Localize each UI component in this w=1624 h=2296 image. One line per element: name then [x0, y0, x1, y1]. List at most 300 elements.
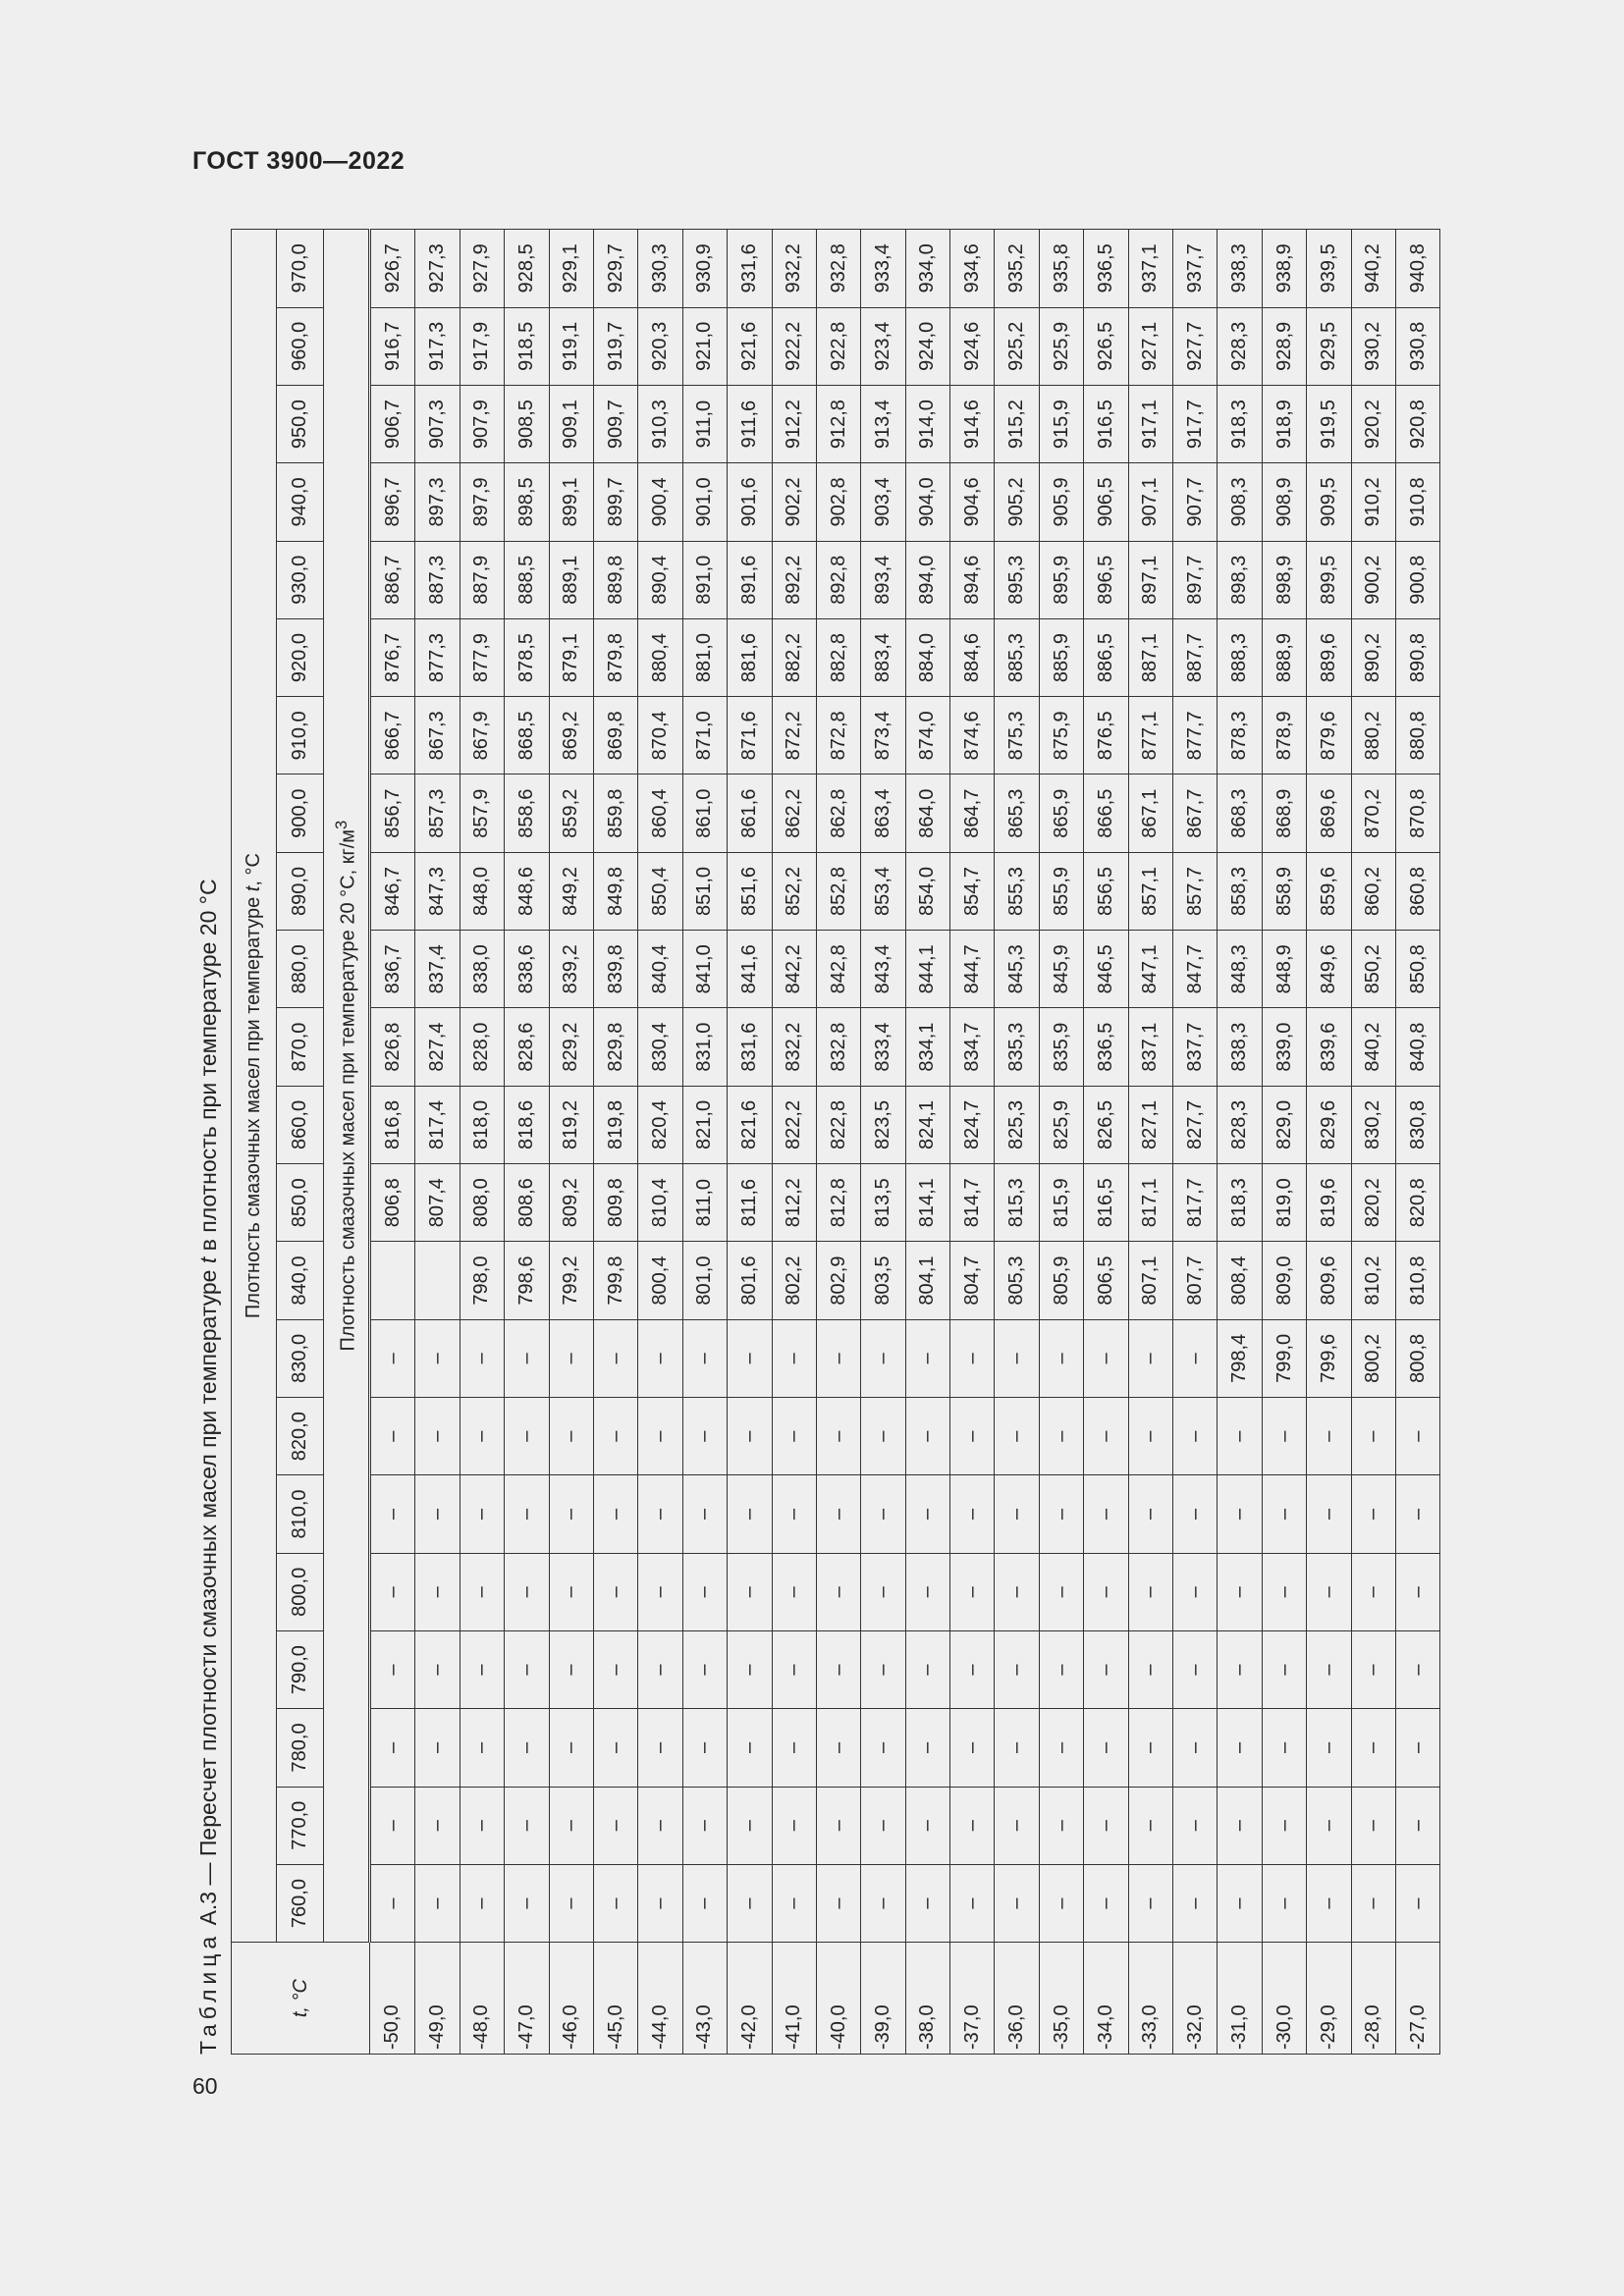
- temperature-cell: -38,0: [905, 1943, 949, 2055]
- rotated-table-block: [189, 229, 1470, 2055]
- density-cell: 881,6: [728, 618, 772, 696]
- density-cell: 899,1: [549, 463, 593, 541]
- density-cell: 838,6: [505, 931, 549, 1008]
- density-cell: –: [370, 1787, 415, 1864]
- density-cell: 815,9: [1039, 1164, 1083, 1242]
- density-cell: 814,1: [905, 1164, 949, 1242]
- density-cell: –: [905, 1630, 949, 1708]
- density-cell: 869,8: [593, 697, 637, 774]
- density-cell: –: [1039, 1319, 1083, 1397]
- density-cell: –: [905, 1709, 949, 1787]
- density-cell: 875,3: [995, 697, 1039, 774]
- density-cell: 814,7: [950, 1164, 995, 1242]
- density-cell: –: [1173, 1398, 1218, 1475]
- density-cell: –: [816, 1319, 860, 1397]
- column-header: 950,0: [277, 385, 324, 462]
- density-cell: –: [1262, 1553, 1306, 1630]
- temperature-cell: -37,0: [950, 1943, 995, 2055]
- density-cell: –: [460, 1787, 504, 1864]
- group-header: [232, 230, 277, 1943]
- density-cell: 801,0: [682, 1242, 727, 1319]
- sub-header: [324, 230, 370, 1943]
- column-header: 790,0: [277, 1630, 324, 1708]
- density-cell: –: [593, 1864, 637, 1942]
- density-cell: 889,1: [549, 541, 593, 618]
- density-cell: 841,0: [682, 931, 727, 1008]
- group-header-prefix: Плотность смазочных масел при температуре: [243, 891, 264, 1319]
- temperature-cell: -40,0: [816, 1943, 860, 2055]
- temperature-cell: -47,0: [505, 1943, 549, 2055]
- density-cell: 848,6: [505, 852, 549, 930]
- density-cell: 834,7: [950, 1008, 995, 1086]
- density-cell: 916,5: [1084, 385, 1128, 462]
- density-cell: –: [1218, 1864, 1262, 1942]
- density-cell: 818,3: [1218, 1164, 1262, 1242]
- density-cell: 837,1: [1128, 1008, 1172, 1086]
- density-table: [231, 229, 1440, 2055]
- density-cell: –: [370, 1398, 415, 1475]
- density-cell: –: [905, 1553, 949, 1630]
- density-cell: –: [772, 1475, 816, 1553]
- density-cell: –: [415, 1787, 460, 1864]
- density-cell: –: [549, 1398, 593, 1475]
- density-cell: 879,6: [1307, 697, 1351, 774]
- column-header: 760,0: [277, 1864, 324, 1942]
- column-header: 920,0: [277, 618, 324, 696]
- density-cell: –: [950, 1319, 995, 1397]
- density-cell: 899,7: [593, 463, 637, 541]
- density-cell: 879,8: [593, 618, 637, 696]
- density-cell: –: [861, 1630, 905, 1708]
- density-cell: 798,4: [1218, 1319, 1262, 1397]
- density-cell: 800,4: [638, 1242, 682, 1319]
- temperature-cell: -50,0: [370, 1943, 415, 2055]
- density-cell: 860,4: [638, 774, 682, 852]
- density-cell: –: [995, 1709, 1039, 1787]
- column-header: 780,0: [277, 1709, 324, 1787]
- density-cell: 892,2: [772, 541, 816, 618]
- density-cell: 894,6: [950, 541, 995, 618]
- density-cell: –: [1307, 1398, 1351, 1475]
- density-cell: 849,8: [593, 852, 637, 930]
- density-cell: –: [1351, 1630, 1395, 1708]
- density-cell: 809,6: [1307, 1242, 1351, 1319]
- density-cell: 851,6: [728, 852, 772, 930]
- density-cell: 940,2: [1351, 230, 1395, 308]
- density-cell: –: [950, 1630, 995, 1708]
- density-cell: 806,8: [370, 1164, 415, 1242]
- density-cell: 865,9: [1039, 774, 1083, 852]
- density-cell: 868,5: [505, 697, 549, 774]
- density-cell: 809,8: [593, 1164, 637, 1242]
- density-cell: 918,5: [505, 307, 549, 385]
- density-cell: –: [861, 1475, 905, 1553]
- density-cell: 831,0: [682, 1008, 727, 1086]
- density-cell: 910,2: [1351, 463, 1395, 541]
- density-cell: –: [1173, 1553, 1218, 1630]
- density-cell: –: [1128, 1553, 1172, 1630]
- density-cell: 866,5: [1084, 774, 1128, 852]
- density-cell: –: [816, 1475, 860, 1553]
- density-cell: 810,4: [638, 1164, 682, 1242]
- density-cell: 900,4: [638, 463, 682, 541]
- density-cell: –: [772, 1553, 816, 1630]
- density-cell: 930,2: [1351, 307, 1395, 385]
- sub-header-text: Плотность смазочных масел при температуре 20 °С, кг/м: [337, 828, 359, 1352]
- density-cell: 925,2: [995, 307, 1039, 385]
- density-cell: 802,2: [772, 1242, 816, 1319]
- temperature-cell: -29,0: [1307, 1943, 1351, 2055]
- density-cell: 839,0: [1262, 1008, 1306, 1086]
- density-cell: 826,8: [370, 1008, 415, 1086]
- density-cell: 903,4: [861, 463, 905, 541]
- density-cell: 826,5: [1084, 1086, 1128, 1163]
- density-cell: –: [1084, 1553, 1128, 1630]
- density-cell: 870,4: [638, 697, 682, 774]
- density-cell: 828,6: [505, 1008, 549, 1086]
- density-cell: –: [549, 1553, 593, 1630]
- density-cell: –: [995, 1475, 1039, 1553]
- density-cell: –: [370, 1709, 415, 1787]
- temperature-cell: -36,0: [995, 1943, 1039, 2055]
- density-cell: –: [593, 1709, 637, 1787]
- density-cell: 817,4: [415, 1086, 460, 1163]
- density-cell: –: [505, 1709, 549, 1787]
- density-cell: 807,7: [1173, 1242, 1218, 1319]
- density-cell: 875,9: [1039, 697, 1083, 774]
- density-cell: 919,1: [549, 307, 593, 385]
- density-cell: –: [505, 1398, 549, 1475]
- density-cell: –: [593, 1475, 637, 1553]
- temperature-cell: -27,0: [1395, 1943, 1439, 2055]
- table-row: [816, 230, 860, 2055]
- density-cell: 900,2: [1351, 541, 1395, 618]
- density-cell: –: [861, 1319, 905, 1397]
- density-cell: 840,8: [1395, 1008, 1439, 1086]
- density-cell: [370, 1242, 415, 1319]
- temperature-cell: -32,0: [1173, 1943, 1218, 2055]
- density-cell: 915,9: [1039, 385, 1083, 462]
- density-cell: 897,1: [1128, 541, 1172, 618]
- density-cell: 911,0: [682, 385, 727, 462]
- density-cell: 802,9: [816, 1242, 860, 1319]
- density-cell: 827,1: [1128, 1086, 1172, 1163]
- density-cell: 906,5: [1084, 463, 1128, 541]
- temperature-cell: -46,0: [549, 1943, 593, 2055]
- density-cell: –: [370, 1630, 415, 1708]
- density-cell: 874,6: [950, 697, 995, 774]
- density-cell: 896,5: [1084, 541, 1128, 618]
- density-cell: 799,6: [1307, 1319, 1351, 1397]
- density-cell: 917,1: [1128, 385, 1172, 462]
- table-row: [1128, 230, 1172, 2055]
- density-cell: –: [772, 1787, 816, 1864]
- density-cell: 912,2: [772, 385, 816, 462]
- density-cell: 911,6: [728, 385, 772, 462]
- density-cell: 811,6: [728, 1164, 772, 1242]
- density-cell: 867,9: [460, 697, 504, 774]
- density-cell: –: [1351, 1864, 1395, 1942]
- density-cell: 934,0: [905, 230, 949, 308]
- density-cell: –: [995, 1787, 1039, 1864]
- density-cell: 915,2: [995, 385, 1039, 462]
- density-cell: –: [460, 1319, 504, 1397]
- table-row: [1084, 230, 1128, 2055]
- density-cell: 882,8: [816, 618, 860, 696]
- density-cell: –: [1128, 1319, 1172, 1397]
- density-cell: –: [1039, 1398, 1083, 1475]
- density-cell: 902,8: [816, 463, 860, 541]
- density-cell: 817,7: [1173, 1164, 1218, 1242]
- density-cell: –: [1307, 1630, 1351, 1708]
- density-cell: 872,8: [816, 697, 860, 774]
- density-cell: –: [950, 1864, 995, 1942]
- temperature-cell: -49,0: [415, 1943, 460, 2055]
- density-cell: –: [816, 1864, 860, 1942]
- density-cell: 920,2: [1351, 385, 1395, 462]
- column-header: 930,0: [277, 541, 324, 618]
- density-cell: –: [1084, 1398, 1128, 1475]
- density-cell: 887,9: [460, 541, 504, 618]
- density-cell: –: [950, 1398, 995, 1475]
- density-cell: –: [1218, 1630, 1262, 1708]
- density-cell: –: [1395, 1475, 1439, 1553]
- density-cell: 894,0: [905, 541, 949, 618]
- density-cell: –: [1262, 1787, 1306, 1864]
- density-cell: 864,0: [905, 774, 949, 852]
- table-row: [638, 230, 682, 2055]
- density-cell: 855,3: [995, 852, 1039, 930]
- density-cell: 927,9: [460, 230, 504, 308]
- density-cell: –: [1039, 1787, 1083, 1864]
- density-cell: –: [549, 1630, 593, 1708]
- density-cell: 890,4: [638, 541, 682, 618]
- density-cell: 799,0: [1262, 1319, 1306, 1397]
- density-cell: 895,3: [995, 541, 1039, 618]
- table-row: [1262, 230, 1306, 2055]
- density-cell: –: [505, 1319, 549, 1397]
- density-cell: 918,3: [1218, 385, 1262, 462]
- density-cell: –: [415, 1319, 460, 1397]
- density-cell: 932,8: [816, 230, 860, 308]
- density-cell: –: [1218, 1787, 1262, 1864]
- density-cell: –: [415, 1709, 460, 1787]
- density-cell: 930,3: [638, 230, 682, 308]
- density-cell: 926,7: [370, 230, 415, 308]
- density-cell: 908,3: [1218, 463, 1262, 541]
- density-cell: –: [861, 1709, 905, 1787]
- density-cell: –: [638, 1475, 682, 1553]
- density-cell: 898,5: [505, 463, 549, 541]
- column-header: 810,0: [277, 1475, 324, 1553]
- density-cell: 883,4: [861, 618, 905, 696]
- density-cell: 846,7: [370, 852, 415, 930]
- column-header: 870,0: [277, 1008, 324, 1086]
- density-cell: –: [1395, 1709, 1439, 1787]
- density-cell: 812,2: [772, 1164, 816, 1242]
- density-cell: 830,4: [638, 1008, 682, 1086]
- column-header: 840,0: [277, 1242, 324, 1319]
- density-cell: 924,0: [905, 307, 949, 385]
- density-cell: –: [1395, 1864, 1439, 1942]
- density-cell: 857,7: [1173, 852, 1218, 930]
- density-cell: –: [1351, 1787, 1395, 1864]
- density-cell: 887,7: [1173, 618, 1218, 696]
- density-cell: –: [1351, 1398, 1395, 1475]
- density-cell: 925,9: [1039, 307, 1083, 385]
- density-cell: –: [995, 1319, 1039, 1397]
- density-cell: 848,9: [1262, 931, 1306, 1008]
- density-cell: –: [505, 1553, 549, 1630]
- table-row: [1173, 230, 1218, 2055]
- density-cell: 907,7: [1173, 463, 1218, 541]
- density-cell: 844,1: [905, 931, 949, 1008]
- table-row: [505, 230, 549, 2055]
- density-cell: 860,8: [1395, 852, 1439, 930]
- column-header: 890,0: [277, 852, 324, 930]
- density-cell: –: [682, 1630, 727, 1708]
- density-cell: 864,7: [950, 774, 995, 852]
- density-cell: 830,2: [1351, 1086, 1395, 1163]
- density-cell: –: [1128, 1709, 1172, 1787]
- density-cell: 823,5: [861, 1086, 905, 1163]
- density-cell: 853,4: [861, 852, 905, 930]
- caption-var: t: [195, 1256, 221, 1264]
- density-cell: 804,1: [905, 1242, 949, 1319]
- density-cell: 848,0: [460, 852, 504, 930]
- density-cell: –: [772, 1864, 816, 1942]
- table-row: [549, 230, 593, 2055]
- density-cell: 929,1: [549, 230, 593, 308]
- density-cell: –: [505, 1864, 549, 1942]
- density-cell: 806,5: [1084, 1242, 1128, 1319]
- document-header: ГОСТ 3900—2022: [192, 147, 406, 175]
- density-cell: 908,5: [505, 385, 549, 462]
- density-cell: 877,3: [415, 618, 460, 696]
- density-cell: 828,0: [460, 1008, 504, 1086]
- table-row: [1395, 230, 1439, 2055]
- density-cell: 922,2: [772, 307, 816, 385]
- density-cell: 837,7: [1173, 1008, 1218, 1086]
- density-cell: –: [1351, 1709, 1395, 1787]
- density-cell: –: [995, 1630, 1039, 1708]
- page-number: 60: [192, 2073, 218, 2099]
- density-cell: 867,1: [1128, 774, 1172, 852]
- density-cell: 937,1: [1128, 230, 1172, 308]
- density-cell: 829,2: [549, 1008, 593, 1086]
- density-cell: 935,2: [995, 230, 1039, 308]
- density-cell: –: [638, 1709, 682, 1787]
- density-cell: –: [415, 1864, 460, 1942]
- density-cell: 914,6: [950, 385, 995, 462]
- density-cell: –: [905, 1864, 949, 1942]
- table-row: [772, 230, 816, 2055]
- density-cell: –: [549, 1319, 593, 1397]
- density-cell: 923,4: [861, 307, 905, 385]
- density-cell: 930,8: [1395, 307, 1439, 385]
- density-cell: 842,2: [772, 931, 816, 1008]
- density-cell: 862,2: [772, 774, 816, 852]
- density-cell: 928,3: [1218, 307, 1262, 385]
- density-cell: 884,0: [905, 618, 949, 696]
- density-cell: –: [1084, 1787, 1128, 1864]
- density-cell: 838,0: [460, 931, 504, 1008]
- density-cell: 922,8: [816, 307, 860, 385]
- density-cell: 848,3: [1218, 931, 1262, 1008]
- density-cell: –: [1307, 1787, 1351, 1864]
- density-cell: –: [950, 1787, 995, 1864]
- density-cell: –: [370, 1319, 415, 1397]
- density-cell: 852,8: [816, 852, 860, 930]
- density-cell: 867,7: [1173, 774, 1218, 852]
- density-cell: 799,8: [593, 1242, 637, 1319]
- density-cell: –: [505, 1475, 549, 1553]
- density-cell: –: [1173, 1630, 1218, 1708]
- density-cell: –: [728, 1630, 772, 1708]
- temperature-cell: -31,0: [1218, 1943, 1262, 2055]
- density-cell: 884,6: [950, 618, 995, 696]
- density-cell: 907,9: [460, 385, 504, 462]
- density-cell: 804,7: [950, 1242, 995, 1319]
- density-cell: 917,3: [415, 307, 460, 385]
- density-cell: 934,6: [950, 230, 995, 308]
- density-cell: 834,1: [905, 1008, 949, 1086]
- density-cell: –: [905, 1475, 949, 1553]
- density-cell: –: [728, 1398, 772, 1475]
- density-cell: –: [950, 1709, 995, 1787]
- density-cell: –: [728, 1319, 772, 1397]
- density-cell: 832,8: [816, 1008, 860, 1086]
- density-cell: 895,9: [1039, 541, 1083, 618]
- density-cell: 851,0: [682, 852, 727, 930]
- density-cell: 890,2: [1351, 618, 1395, 696]
- density-cell: 809,0: [1262, 1242, 1306, 1319]
- density-cell: 816,8: [370, 1086, 415, 1163]
- density-cell: 807,1: [1128, 1242, 1172, 1319]
- density-cell: 840,2: [1351, 1008, 1395, 1086]
- density-cell: –: [1173, 1864, 1218, 1942]
- density-cell: 825,9: [1039, 1086, 1083, 1163]
- density-cell: 887,1: [1128, 618, 1172, 696]
- density-cell: –: [995, 1864, 1039, 1942]
- density-cell: 829,6: [1307, 1086, 1351, 1163]
- density-cell: 920,8: [1395, 385, 1439, 462]
- density-cell: –: [1173, 1787, 1218, 1864]
- density-cell: 926,5: [1084, 307, 1128, 385]
- density-cell: –: [1395, 1553, 1439, 1630]
- density-cell: 847,3: [415, 852, 460, 930]
- density-cell: 907,1: [1128, 463, 1172, 541]
- density-cell: 935,8: [1039, 230, 1083, 308]
- density-cell: –: [505, 1787, 549, 1864]
- density-cell: 803,5: [861, 1242, 905, 1319]
- density-cell: 929,5: [1307, 307, 1351, 385]
- group-header-var: t: [243, 885, 264, 892]
- density-cell: 868,9: [1262, 774, 1306, 852]
- density-cell: –: [1128, 1398, 1172, 1475]
- density-cell: 898,3: [1218, 541, 1262, 618]
- density-cell: [415, 1242, 460, 1319]
- column-header: 940,0: [277, 463, 324, 541]
- column-header: 900,0: [277, 774, 324, 852]
- density-cell: 821,0: [682, 1086, 727, 1163]
- density-cell: –: [1351, 1553, 1395, 1630]
- temperature-cell: -43,0: [682, 1943, 727, 2055]
- density-cell: 876,5: [1084, 697, 1128, 774]
- density-cell: 850,8: [1395, 931, 1439, 1008]
- density-cell: –: [638, 1398, 682, 1475]
- density-cell: –: [861, 1398, 905, 1475]
